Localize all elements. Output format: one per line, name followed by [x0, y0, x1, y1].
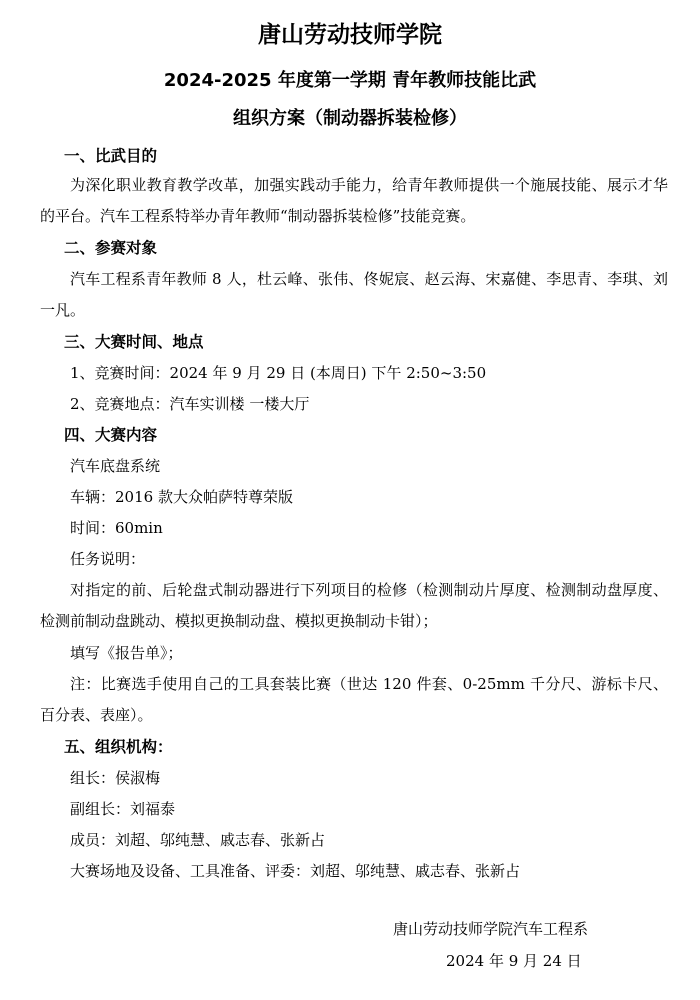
vice-leader: 副组长：刘福泰 [70, 800, 176, 818]
section-4-heading: 四、大赛内容 [64, 426, 158, 444]
competition-place: 2、竞赛地点：汽车实训楼 一楼大厅 [70, 395, 310, 413]
section-2-heading: 二、参赛对象 [64, 239, 158, 257]
section-5-heading: 五、组织机构： [64, 738, 173, 756]
report-form: 填写《报告单》； [70, 644, 183, 662]
vehicle-info: 车辆：2016 款大众帕萨特尊荣版 [70, 488, 293, 506]
signature-date: 2024 年 9 月 24 日 [446, 952, 582, 970]
task-body: 对指定的前、后轮盘式制动器进行下列项目的检修（检测制动片厚度、检测制动盘厚度、检测前制动盘跳动、模拟更换制动盘、模拟更换制动卡钳）； [40, 581, 668, 630]
section-3-heading: 三、大赛时间、地点 [64, 333, 204, 351]
team-members: 成员：刘超、邬纯慧、戚志春、张新占 [70, 831, 326, 849]
section-1-body: 为深化职业教育教学改革，加强实践动手能力，给青年教师提供一个施展技能、展示才华的平台。汽车工程系特举办青年教师“制动器拆装检修”技能竞赛。 [40, 176, 668, 225]
section-1-heading: 一、比武目的 [64, 147, 158, 165]
section-2-body: 汽车工程系青年教师 8 人，杜云峰、张伟、佟妮宸、赵云海、宋嘉健、李思青、李琪、刘一凡。 [40, 270, 668, 319]
chassis-system: 汽车底盘系统 [70, 457, 161, 475]
task-label: 任务说明： [70, 550, 146, 568]
plan-title: 组织方案（制动器拆装检修） [233, 108, 467, 129]
competition-time: 1、竞赛时间：2024 年 9 月 29 日 (本周日) 下午 2:50~3:50 [70, 364, 487, 382]
tools-note: 注：比赛选手使用自己的工具套装比赛（世达 120 件套、0-25mm 千分尺、游标卡尺、百分表、表座）。 [40, 675, 668, 724]
duration-info: 时间：60min [70, 519, 163, 537]
judges-and-equipment: 大赛场地及设备、工具准备、评委：刘超、邬纯慧、戚志春、张新占 [70, 862, 521, 880]
document-subtitle: 2024-2025 年度第一学期 青年教师技能比武 [163, 70, 537, 91]
school-title: 唐山劳动技师学院 [258, 22, 442, 48]
signature-org: 唐山劳动技师学院汽车工程系 [393, 920, 589, 938]
team-leader: 组长：侯淑梅 [70, 769, 161, 787]
